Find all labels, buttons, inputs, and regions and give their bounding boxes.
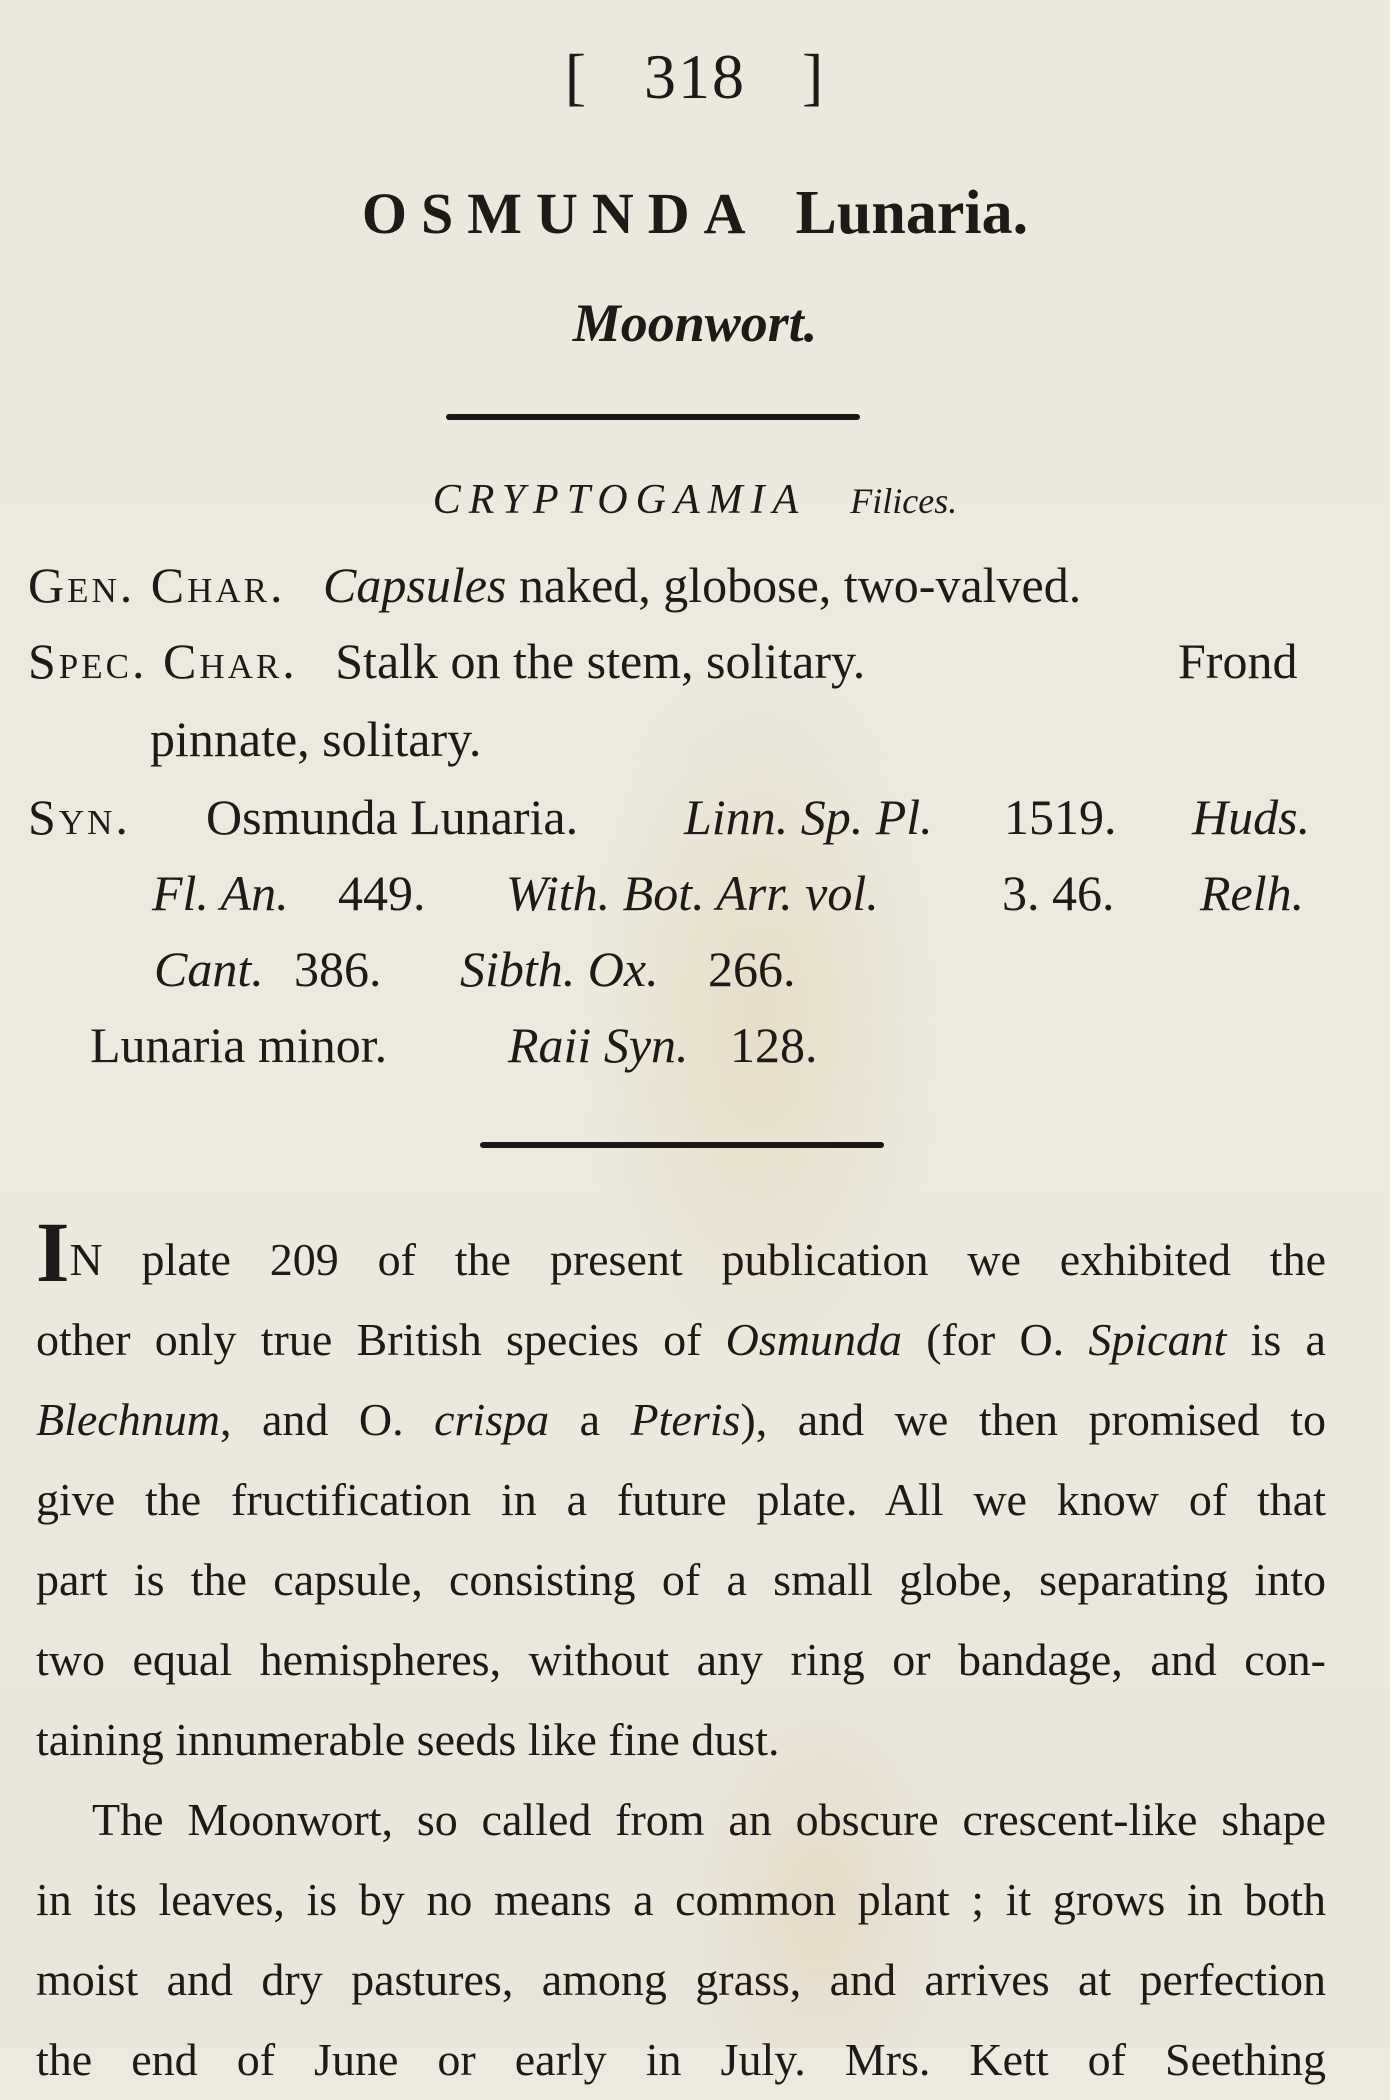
syn-fl-an-page: 449.: [338, 865, 426, 921]
paragraph-1-line: [36, 1220, 1326, 1300]
italic-span: Pteris: [630, 1394, 741, 1445]
paragraph-2: [36, 1780, 1326, 2100]
syn-cant-page: 386.: [294, 941, 382, 997]
gen-char-text: naked, globose, two-valved.: [506, 557, 1082, 613]
syn-linn-page: 1519.: [1004, 789, 1117, 845]
spec-char-label: Spec. Char.: [28, 633, 298, 689]
common-name: Moonwort.: [572, 293, 818, 353]
paragraph-1-line: [36, 1300, 1326, 1380]
gen-char-label: Gen. Char.: [28, 557, 286, 613]
italic-span: Osmunda: [725, 1314, 902, 1365]
page-number: [0, 40, 1390, 114]
syn-with-ref: With. Bot. Arr. vol.: [506, 865, 879, 921]
spec-char-line: [28, 632, 865, 690]
spec-char-frond: Frond: [1178, 633, 1298, 689]
top-divider: [446, 414, 860, 420]
right-bracket: ]: [802, 41, 826, 112]
paragraph-2-line: the end of June or early in July. Mrs. Kett of Seething: [36, 2034, 1326, 2085]
syn-cant: Cant.: [154, 941, 264, 997]
text-span: ), and we then promised to: [740, 1394, 1326, 1445]
italic-span: Blechnum: [36, 1394, 220, 1445]
left-bracket: [: [564, 41, 588, 112]
paragraph-1-line: taining innumerable seeds like fine dust.: [36, 1714, 780, 1765]
paragraph-2-line: in its leaves, is by no means a common plant ; it grows in both: [36, 1874, 1326, 1925]
text-span: a: [549, 1394, 631, 1445]
syn-line-1: [28, 788, 131, 846]
plant-title: [0, 178, 1390, 249]
genus-name: OSMUNDA: [361, 181, 760, 246]
text-span: is a: [1226, 1314, 1326, 1365]
syn-relh: Relh.: [1200, 865, 1305, 921]
class-name: CRYPTOGAMIA: [432, 477, 807, 523]
middle-divider: [480, 1142, 884, 1148]
text-span: , and O.: [219, 1394, 435, 1445]
text-span: N plate 209 of the present publication we exhibited the: [69, 1234, 1326, 1285]
syn-osmunda: Osmunda Lunaria.: [206, 789, 579, 845]
spec-char-text: Stalk on the stem, solitary.: [335, 633, 866, 689]
syn-with-page: 3. 46.: [1002, 865, 1115, 921]
syn-linn-ref: Linn. Sp. Pl.: [684, 789, 933, 845]
text-span: (for O.: [902, 1314, 1089, 1365]
syn-sibth-page: 266.: [708, 941, 796, 997]
syn-fl-an: Fl. An.: [152, 865, 289, 921]
syn-raii: Raii Syn.: [508, 1017, 689, 1073]
italic-span: crispa: [434, 1394, 550, 1445]
italic-span: Spicant: [1088, 1314, 1227, 1365]
paragraph-2-line: moist and dry pastures, among grass, and arrives at perfection: [36, 1954, 1326, 2005]
paragraph-1-line: give the fructification in a future plate. All we know of that: [36, 1474, 1326, 1525]
spec-char-continuation: pinnate, solitary.: [150, 711, 482, 767]
syn-sibth: Sibth. Ox.: [460, 941, 659, 997]
gen-char-line: [28, 556, 1081, 614]
paragraph-2-line: The Moonwort, so called from an obscure crescent-like shape: [92, 1794, 1326, 1845]
paragraph-1-line: two equal hemispheres, without any ring or bandage, and con-: [36, 1634, 1326, 1685]
text-span: other only true British species of: [36, 1314, 726, 1365]
paragraph-1-line: part is the capsule, consisting of a small globe, separating into: [36, 1554, 1326, 1605]
order-name: Filices.: [850, 481, 958, 521]
paragraph-1-line: [36, 1380, 1326, 1460]
syn-lunaria-minor: Lunaria minor.: [90, 1017, 388, 1073]
gen-char-italic: Capsules: [323, 557, 507, 613]
syn-label: Syn.: [28, 789, 131, 845]
classification: [0, 476, 1390, 524]
paragraph-1: [36, 1220, 1326, 1780]
page-number-value: 318: [644, 41, 746, 112]
species-name: Lunaria.: [795, 179, 1029, 247]
syn-huds: Huds.: [1192, 789, 1311, 845]
drop-cap: I: [36, 1220, 70, 1300]
syn-raii-page: 128.: [730, 1017, 818, 1073]
